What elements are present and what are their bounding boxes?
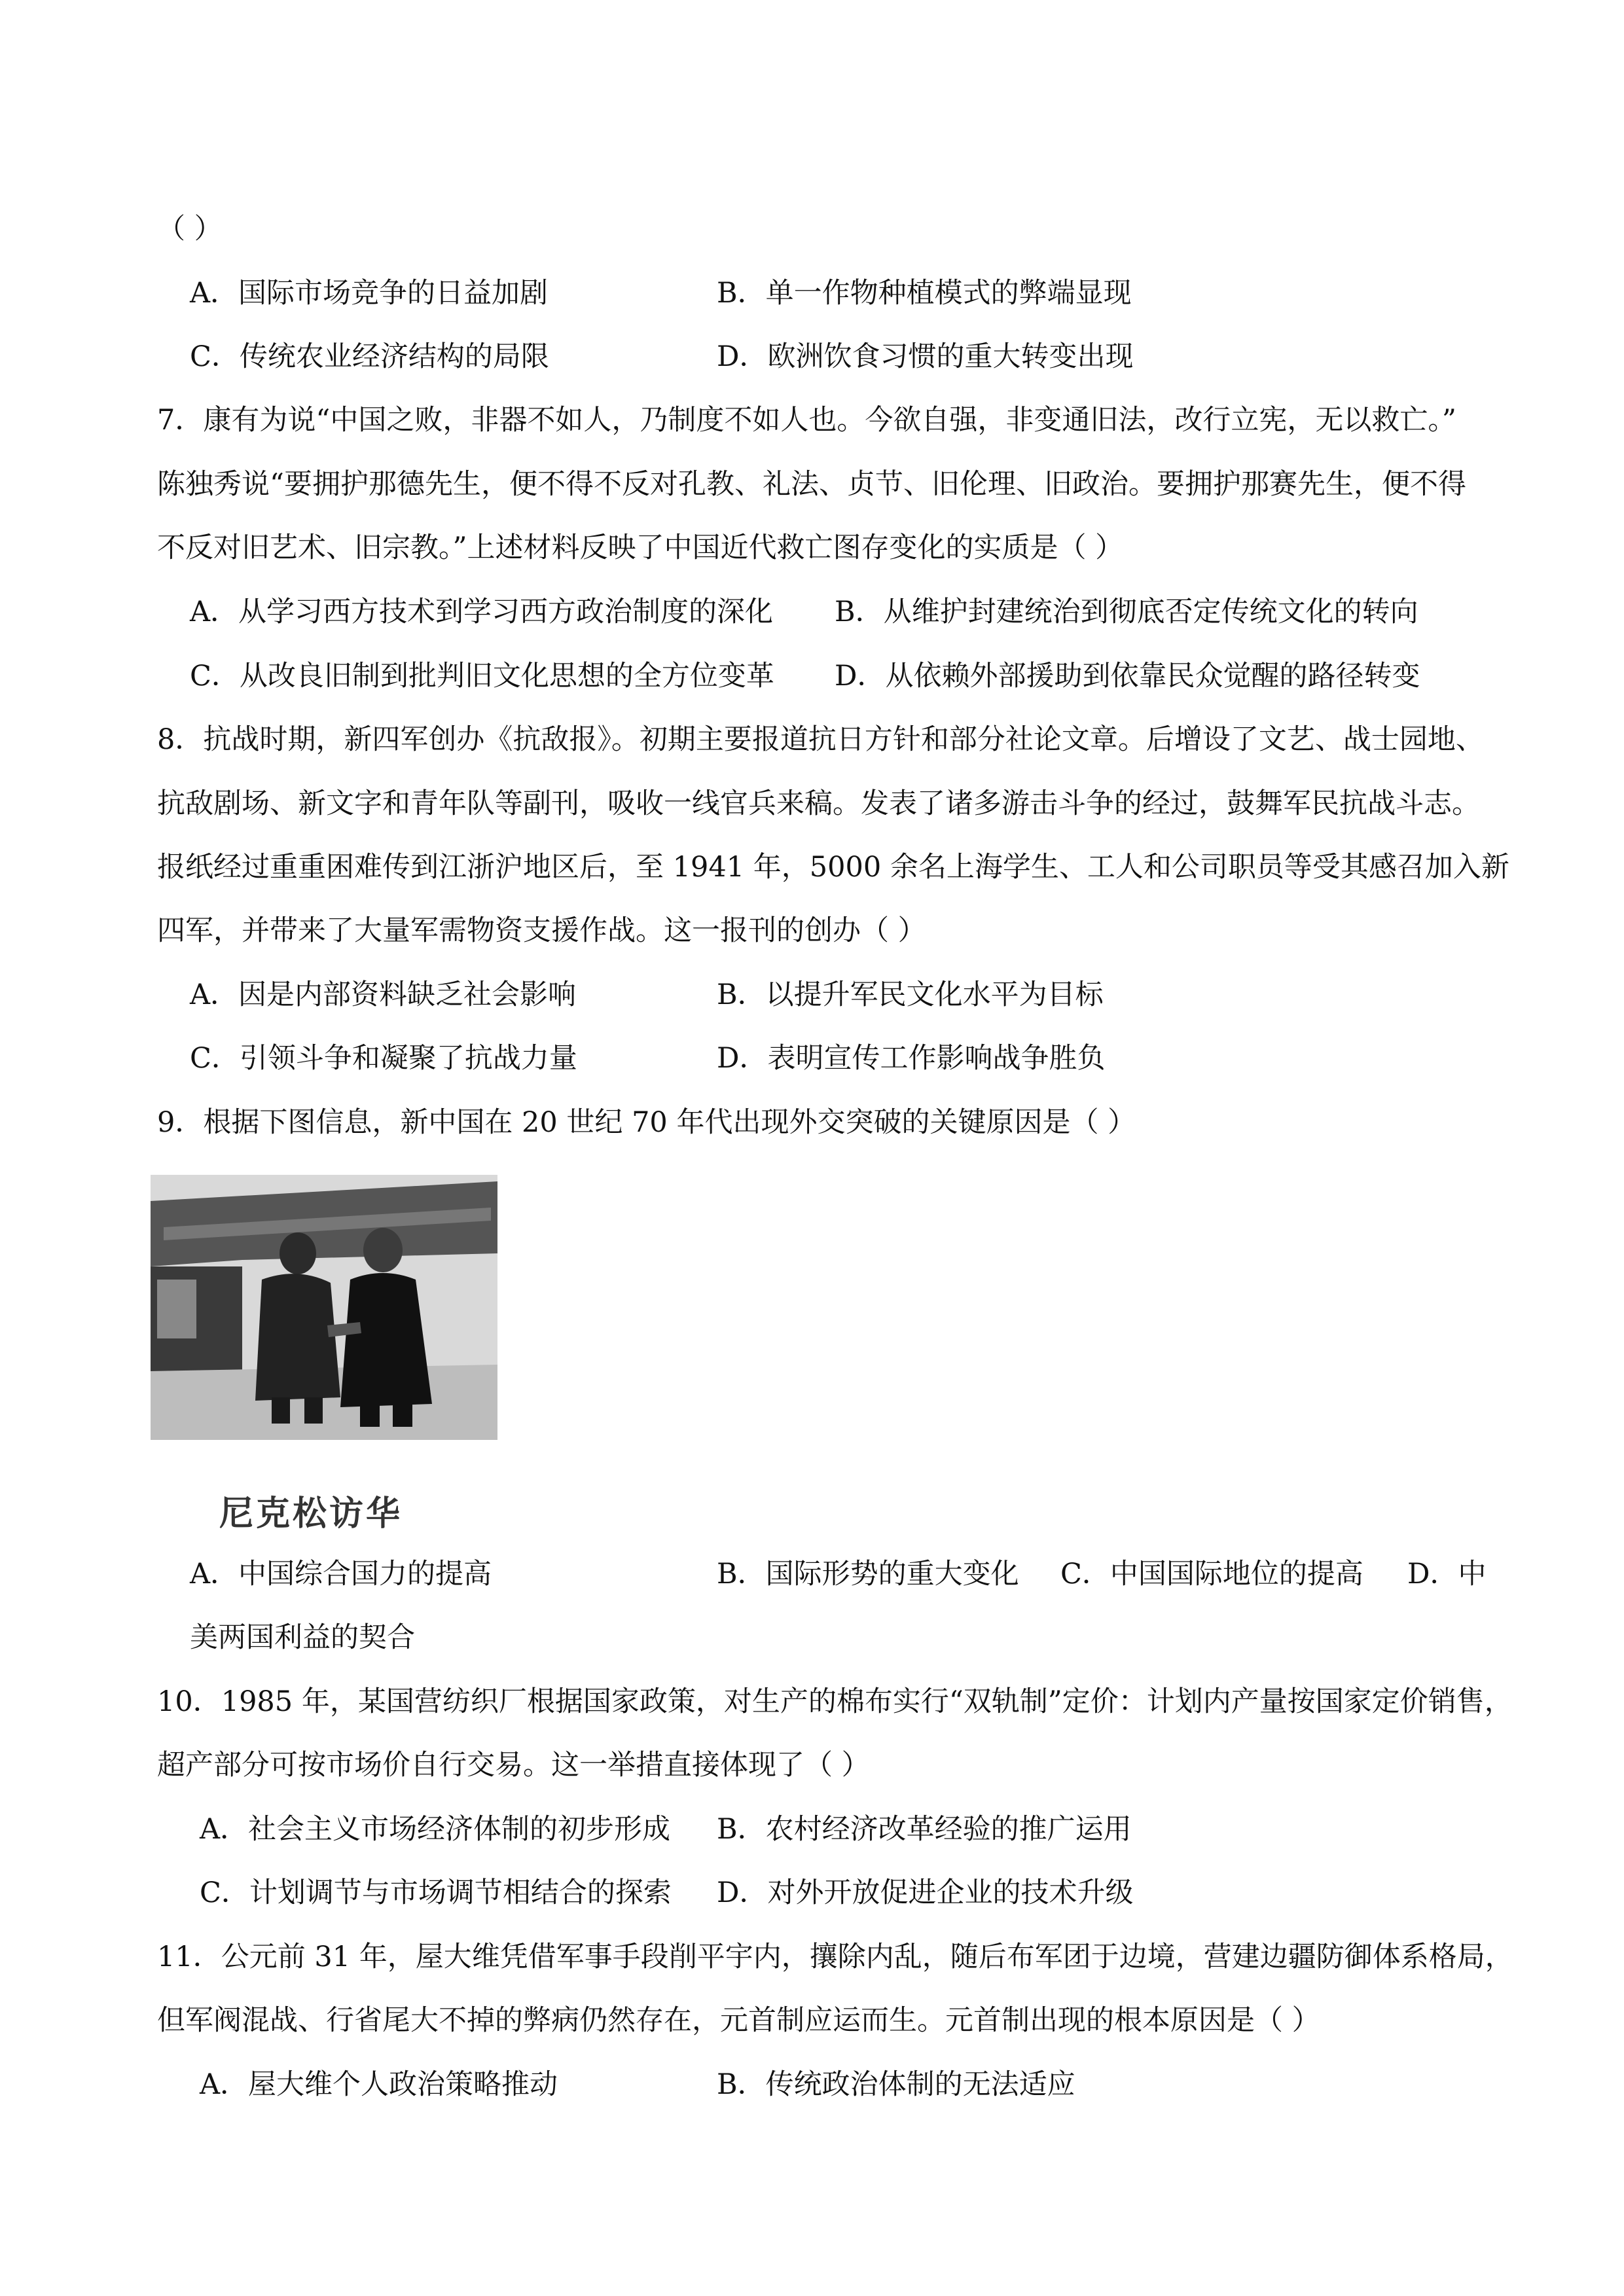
q10-option-b: B．农村经济改革经验的推广运用 (717, 1813, 1132, 1846)
photo-caption: 尼克松访华 (219, 1494, 403, 1534)
q6-paren: （ ） (157, 213, 223, 245)
q11-option-a: A．屋大维个人政治策略推动 (200, 2068, 558, 2101)
q7-option-d: D．从依赖外部援助到依靠民众觉醒的路径转变 (835, 660, 1420, 692)
q8-option-a: A．因是内部资料缺乏社会影响 (190, 978, 577, 1011)
q8-line-1: 8．抗战时期，新四军创办《抗敌报》。初期主要报道抗日方针和部分社论文章。后增设了文艺、战士园地、 (157, 723, 1484, 756)
q6-option-a: A．国际市场竞争的日益加剧 (190, 277, 549, 310)
q7-line-1: 7．康有为说“中国之败，非器不如人，乃制度不如人也。今欲自强，非变通旧法，改行立宪，无以救亡。” (157, 404, 1456, 437)
q6-option-d: D．欧洲饮食习惯的重大转变出现 (717, 340, 1134, 373)
q10-option-a: A．社会主义市场经济体制的初步形成 (200, 1813, 671, 1846)
q9-option-b: B．国际形势的重大变化 (717, 1558, 1019, 1590)
q9-stem: 9．根据下图信息，新中国在 20 世纪 70 年代出现外交突破的关键原因是（ ） (157, 1106, 1136, 1139)
q8-option-c: C．引领斗争和凝聚了抗战力量 (190, 1042, 577, 1075)
q8-line-4: 四军，并带来了大量军需物资支援作战。这一报刊的创办（ ） (157, 914, 926, 947)
q9-option-d-wrap: 美两国利益的契合 (190, 1621, 415, 1654)
q8-option-b: B．以提升军民文化水平为目标 (717, 978, 1104, 1011)
q9-option-c: C．中国国际地位的提高 (1060, 1558, 1363, 1590)
q8-line-2: 抗敌剧场、新文字和青年队等副刊，吸收一线官兵来稿。发表了诸多游击斗争的经过，鼓舞军民抗战斗志。 (157, 787, 1480, 820)
q7-option-c: C．从改良旧制到批判旧文化思想的全方位变革 (190, 660, 774, 692)
q7-option-a: A．从学习西方技术到学习西方政治制度的深化 (190, 596, 774, 628)
q10-option-c: C．计划调节与市场调节相结合的探索 (200, 1876, 672, 1909)
q11-line-2: 但军阀混战、行省尾大不掉的弊病仍然存在，元首制应运而生。元首制出现的根本原因是（ ） (157, 2004, 1320, 2037)
q8-line-3: 报纸经过重重困难传到江浙沪地区后，至 1941 年，5000 余名上海学生、工人和公司职员等受其感召加入新 (157, 851, 1509, 884)
q8-option-d: D．表明宣传工作影响战争胜负 (717, 1042, 1106, 1075)
q7-option-b: B．从维护封建统治到彻底否定传统文化的转向 (835, 596, 1418, 628)
q10-option-d: D．对外开放促进企业的技术升级 (717, 1876, 1134, 1909)
q9-option-d: D．中 (1407, 1558, 1487, 1590)
q7-line-2: 陈独秀说“要拥护那德先生，便不得不反对孔教、礼法、贞节、旧伦理、旧政治。要拥护那赛先生，便不得 (157, 468, 1466, 501)
q10-line-1: 10．1985 年，某国营纺织厂根据国家政策，对生产的棉布实行“双轨制”定价：计划内产量按国家定价销售， (157, 1685, 1513, 1718)
q9-option-a: A．中国综合国力的提高 (190, 1558, 492, 1590)
q11-line-1: 11．公元前 31 年，屋大维凭借军事手段削平宇内，攘除内乱，随后布军团于边境，营建边疆防御体系格局， (157, 1941, 1513, 1973)
q11-option-b: B．传统政治体制的无法适应 (717, 2068, 1075, 2101)
nixon-visit-photo (151, 1175, 497, 1440)
q6-option-c: C．传统农业经济结构的局限 (190, 340, 549, 373)
q6-option-b: B．单一作物种植模式的弊端显现 (717, 277, 1132, 310)
q10-line-2: 超产部分可按市场价自行交易。这一举措直接体现了（ ） (157, 1749, 870, 1782)
q7-line-3: 不反对旧艺术、旧宗教。”上述材料反映了中国近代救亡图存变化的实质是（ ） (157, 531, 1124, 564)
